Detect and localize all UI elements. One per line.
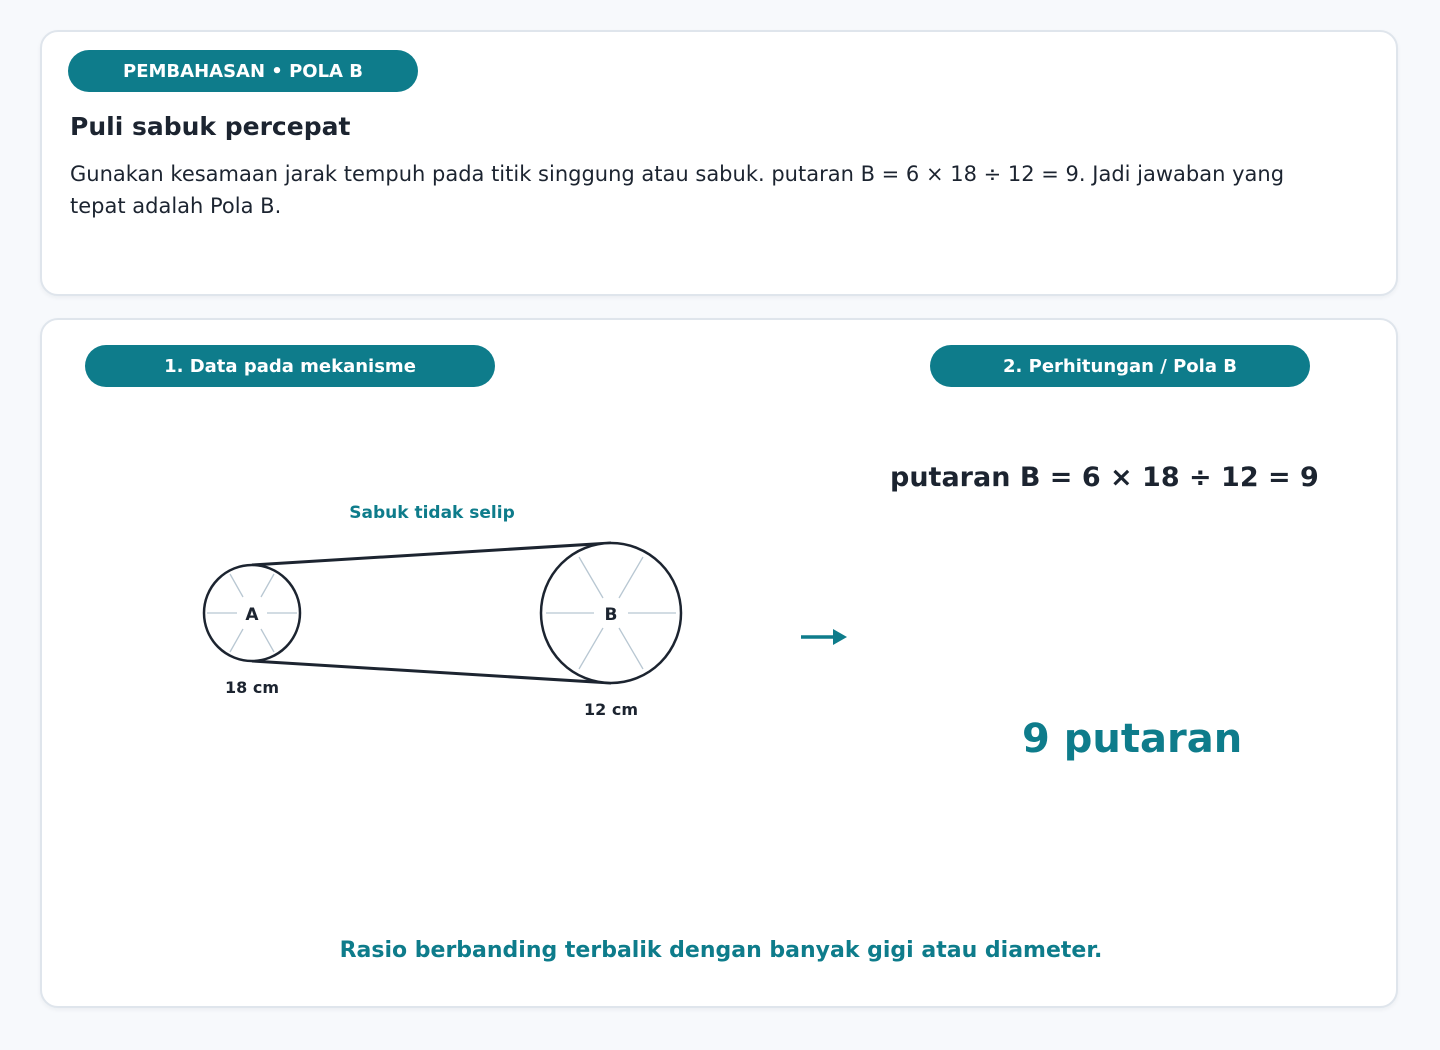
- explanation-card: [40, 30, 1398, 296]
- belt-top: [252, 543, 611, 565]
- step-1-label: 1. Data pada mekanisme: [85, 345, 495, 387]
- pulley-a-size: 18 cm: [225, 678, 279, 697]
- belt-bottom: [252, 661, 611, 683]
- section-badge: PEMBAHASAN • POLA B: [68, 50, 418, 92]
- pulley-b-label: B: [604, 605, 618, 625]
- right-arrow-icon: [801, 629, 847, 645]
- step-2-label: 2. Perhitungan / Pola B: [930, 345, 1310, 387]
- pulley-a-label: A: [245, 605, 259, 625]
- explanation-text: Gunakan kesamaan jarak tempuh pada titik singgung atau sabuk. putaran B = 6 × 18 ÷ 12 = 9. Jadi jawaban yang tepat adalah Pola B.: [70, 162, 1285, 218]
- calculation-result: 9 putaran: [1022, 716, 1243, 762]
- pulley-a: [204, 565, 300, 661]
- calculation-formula: putaran B = 6 × 18 ÷ 12 = 9: [890, 462, 1319, 493]
- pulley-b: [541, 543, 681, 683]
- belt-pulley-diagram: [42, 320, 1400, 920]
- page-title: Puli sabuk percepat: [70, 112, 351, 141]
- solution-card: [40, 318, 1398, 1008]
- footer-note: Rasio berbanding terbalik dengan banyak gigi atau diameter.: [339, 938, 1103, 963]
- pulley-b-size: 12 cm: [584, 700, 638, 719]
- belt-label: Sabuk tidak selip: [349, 503, 515, 523]
